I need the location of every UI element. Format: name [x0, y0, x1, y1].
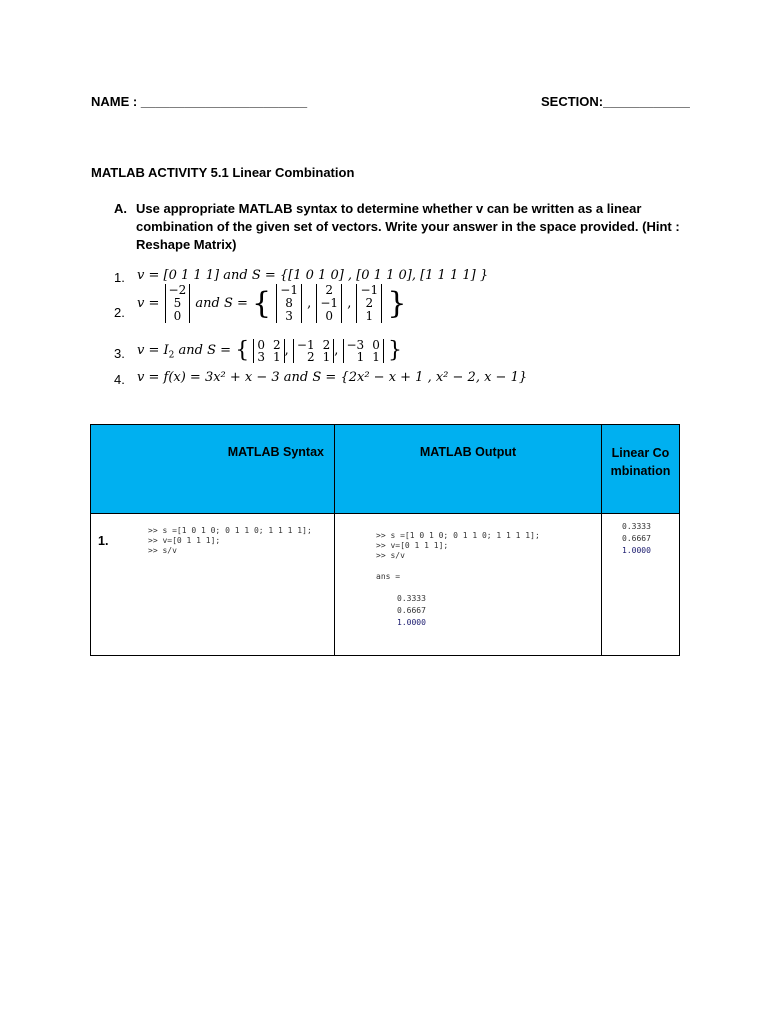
matrix-entry: −1	[320, 296, 339, 310]
matrix-entry: 1	[356, 349, 365, 364]
matrix-entry: −2	[168, 283, 187, 297]
section-field-label: SECTION:____________	[541, 94, 690, 109]
table-header-linear	[602, 425, 680, 514]
matrix-entry: −3	[346, 337, 365, 352]
problem-1-number: 1.	[114, 270, 125, 285]
name-field-label: NAME : _______________________	[91, 94, 308, 109]
matrix-entry: 2	[322, 337, 331, 352]
output-cell	[335, 514, 602, 656]
problem-3-text: $v = I_2$ and S = { 0 2 3 1 , −1 2 2 1 , −3 0 1 1 }	[137, 337, 402, 364]
problem-1-text	[137, 268, 488, 283]
problem-3-matrix-1	[253, 339, 284, 363]
matrix-entry: 1	[365, 309, 374, 323]
problem-4-number: 4.	[114, 372, 125, 387]
problem-4-text	[137, 370, 527, 385]
ans-value: 1.0000	[397, 618, 426, 627]
ans-values	[397, 593, 426, 629]
problem-4-expression: v = f(x) = 3x² + x − 3 and S = {2x² − x + 1 , x² − 2, x − 1}	[137, 370, 528, 385]
linear-header-label: Linear Combination	[610, 446, 671, 478]
matrix-entry: 0	[325, 309, 334, 323]
table-header-row	[91, 425, 680, 514]
linear-value: 0.3333	[622, 522, 651, 531]
matrix-entry: 3	[257, 349, 265, 364]
syntax-code: >> s =[1 0 1 0; 0 1 1 0; 1 1 1 1]; >> v=[0 1 1 1]; >> s/v	[148, 526, 312, 555]
matrix-entry: 2	[365, 296, 374, 310]
syntax-cell	[91, 514, 335, 656]
row-number: 1.	[98, 534, 109, 548]
problem-2-number: 2.	[114, 305, 125, 320]
problem-2-s3-vector	[356, 284, 382, 323]
matrix-entry: 8	[285, 296, 293, 310]
ans-value: 0.3333	[397, 594, 426, 603]
matrix-entry: −1	[360, 283, 379, 297]
matrix-entry: 1	[372, 349, 380, 364]
linear-value: 1.0000	[622, 546, 651, 555]
matrix-entry: 2	[325, 283, 334, 297]
ans-label: ans =	[376, 572, 401, 581]
matrix-entry: 3	[285, 309, 293, 323]
matrix-entry: 2	[306, 349, 315, 364]
problem-3-matrix-3	[343, 339, 384, 363]
instruction-letter: A.	[114, 201, 127, 216]
linear-value: 0.6667	[622, 534, 651, 543]
table-row	[91, 514, 680, 656]
answer-table	[90, 424, 680, 656]
linear-cell	[602, 514, 680, 656]
problem-2-s2-vector	[316, 284, 342, 323]
problem-3-number: 3.	[114, 346, 125, 361]
matrix-entry: 1	[272, 349, 281, 364]
problem-2-text: v = −2 5 0 and S = { −1 8 3 , 2 −1 0 , −1 2 1 }	[137, 283, 407, 323]
matrix-entry: 2	[272, 337, 281, 352]
matrix-entry: 0	[257, 337, 265, 352]
instruction-block	[114, 200, 684, 254]
instruction-text: Use appropriate MATLAB syntax to determine whether v can be written as a linear combination of the given set of vectors. Write your answer in the space provided. (Hint : Reshape Matrix)	[136, 201, 680, 252]
linear-values	[622, 521, 651, 557]
problem-2-v-vector	[165, 284, 191, 323]
ans-value: 0.6667	[397, 606, 426, 615]
problem-2-s1-vector	[276, 284, 302, 323]
output-command: >> s =[1 0 1 0; 0 1 1 0; 1 1 1 1]; >> v=[0 1 1 1]; >> s/v	[376, 531, 540, 560]
problem-1-expression: v = [0 1 1 1] and S = {[1 0 1 0] , [0 1 1 0], [1 1 1 1] }	[137, 268, 489, 283]
matrix-entry: −1	[296, 337, 315, 352]
table-header-syntax	[91, 425, 335, 514]
matrix-entry: −1	[280, 283, 298, 297]
activity-title: MATLAB ACTIVITY 5.1 Linear Combination	[91, 165, 355, 180]
matrix-entry: 0	[173, 309, 182, 323]
matrix-entry: 0	[372, 337, 380, 352]
problem-3-matrix-2	[293, 339, 334, 363]
output-header-label: MATLAB Output	[419, 445, 517, 459]
table-header-output	[335, 425, 602, 514]
syntax-header-label: MATLAB Syntax	[227, 445, 324, 459]
matrix-entry: 1	[322, 349, 331, 364]
matrix-entry: 5	[173, 296, 182, 310]
